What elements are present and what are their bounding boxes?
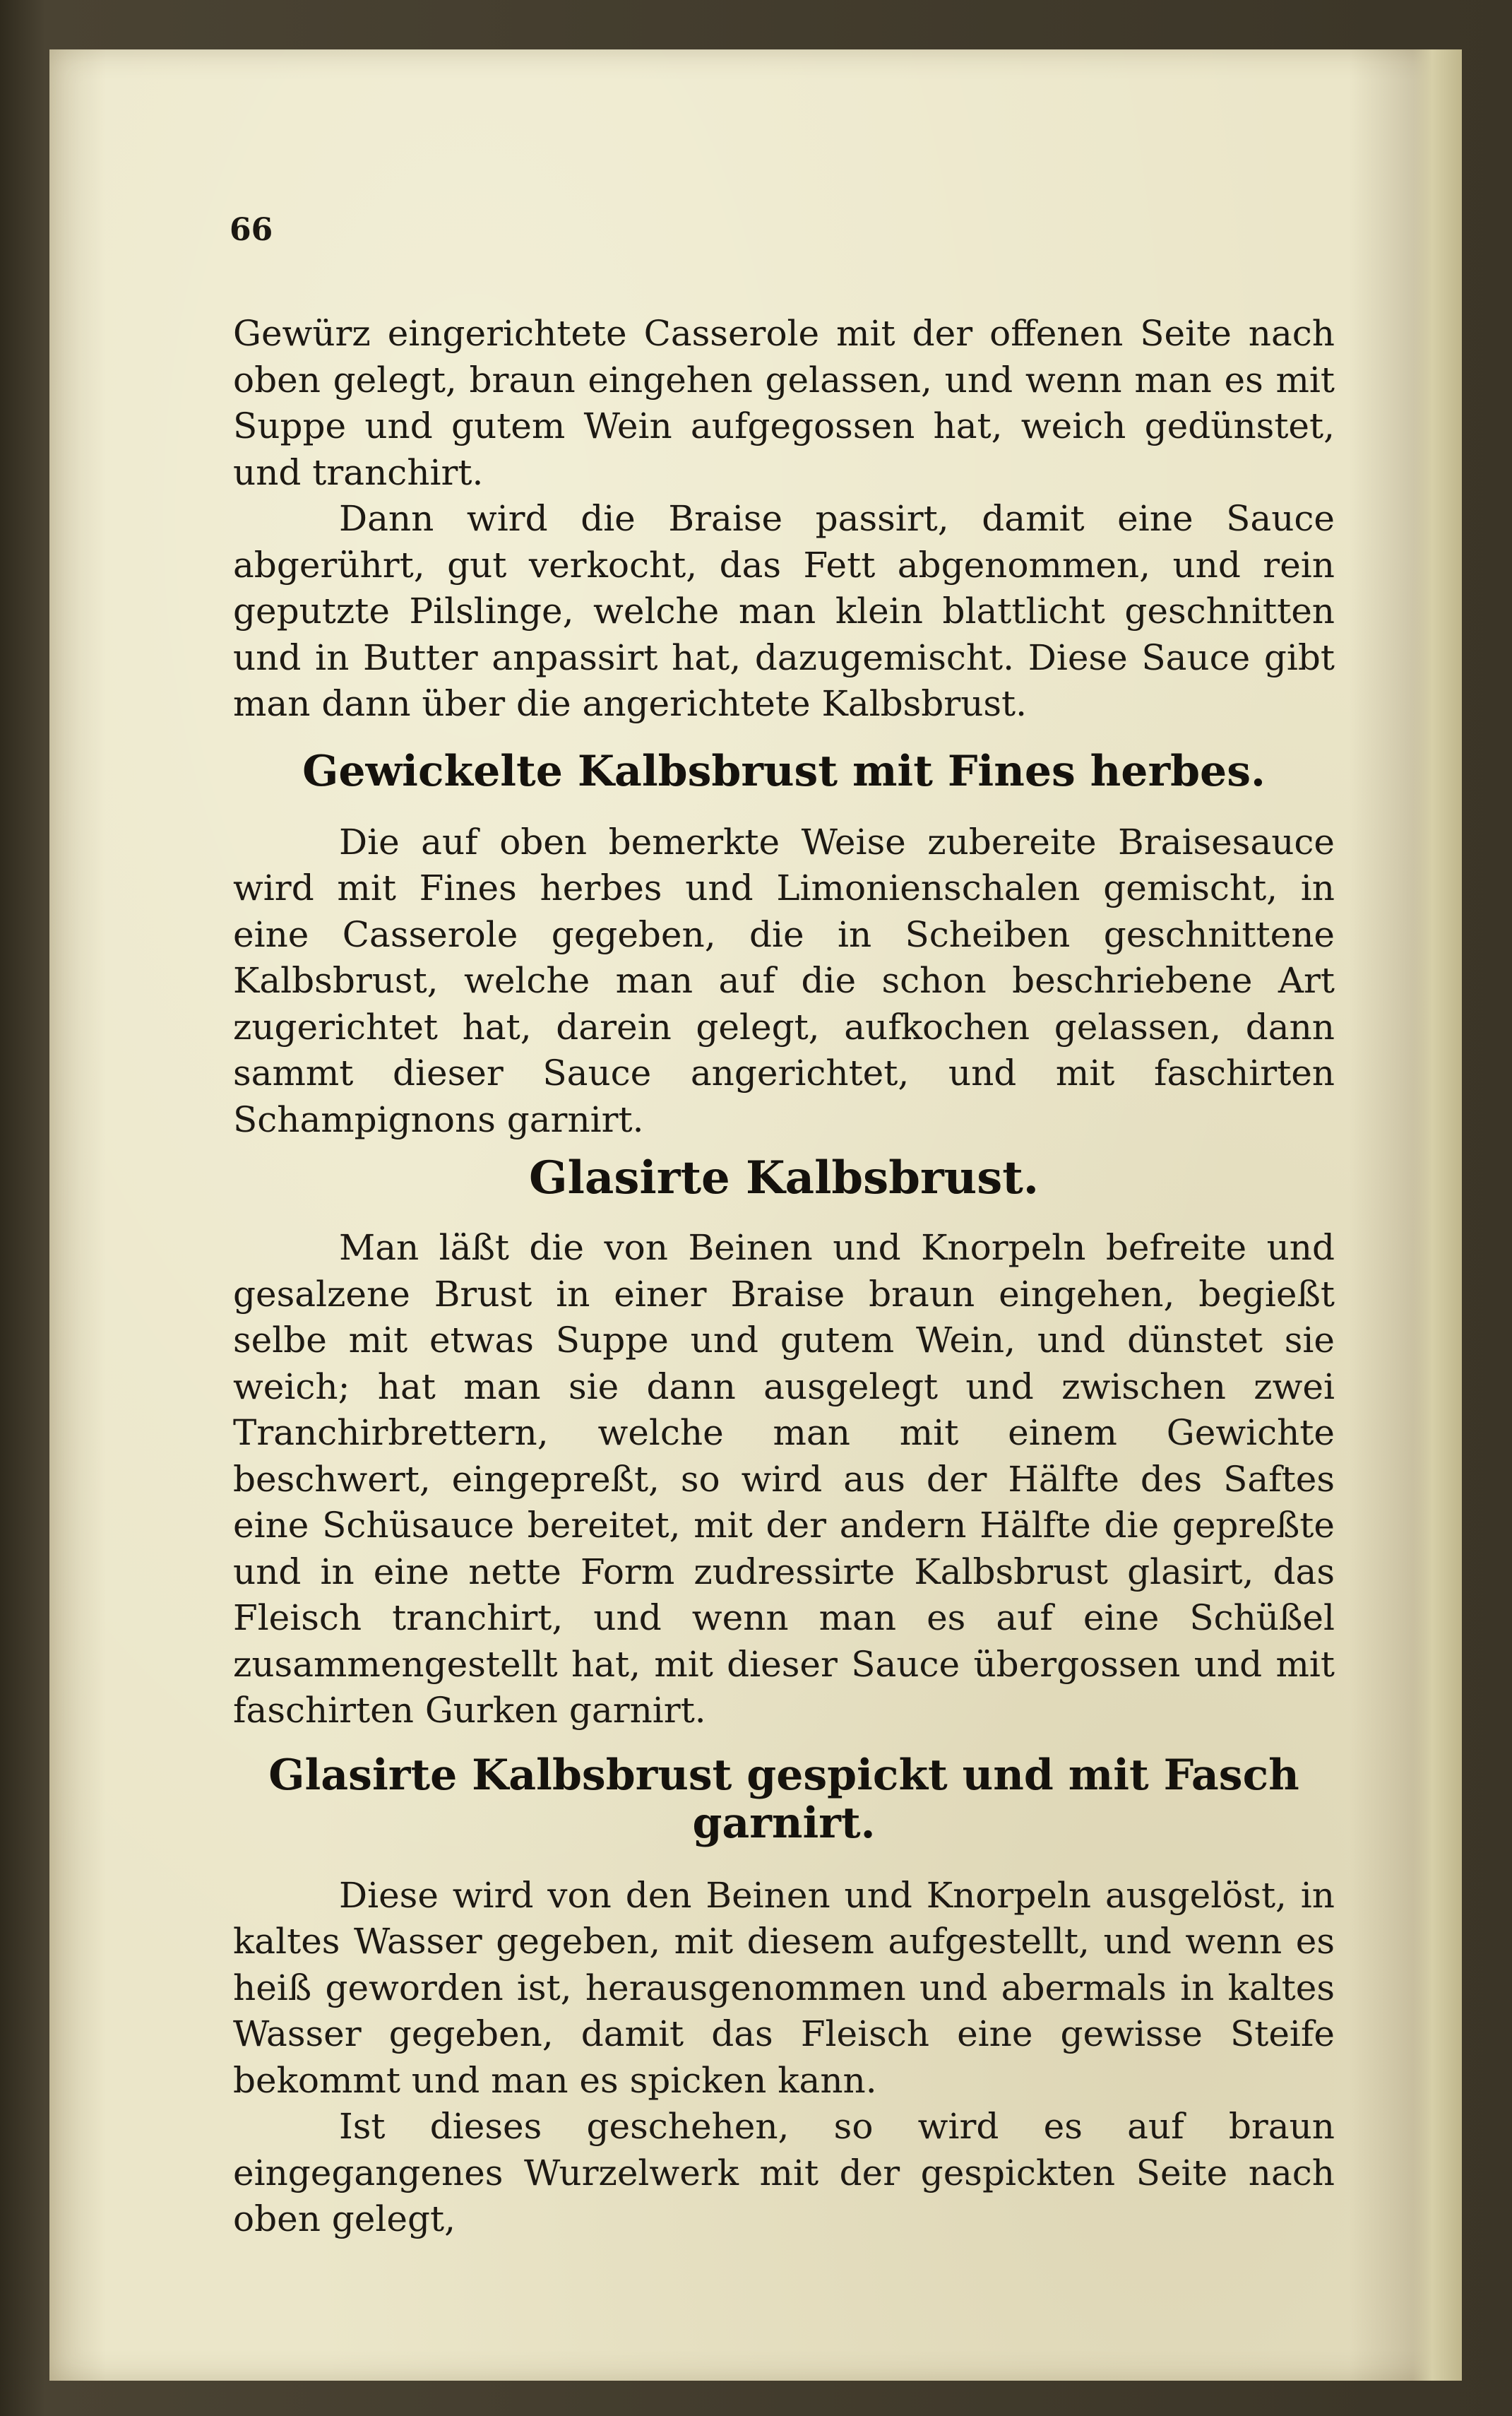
recipe-heading-gewickelte-kalbsbrust: Gewickelte Kalbsbrust mit Fines herbes. bbox=[302, 746, 1266, 796]
paragraph-gespickt-preparation: Diese wird von den Beinen und Knorpeln ausgelöst, in kaltes Wasser gegeben, mit diesem aufgestellt, und wenn es heiß geworden ist, herausgenommen und abermals in kaltes Wasser gegeben, damit das Fleisch eine gewisse Steife bekommt und man es spicken kann. bbox=[233, 1874, 1335, 2101]
page-edge bbox=[1412, 49, 1462, 2381]
paragraph-braise-sauce: Dann wird die Braise passirt, damit eine Sauce abgerührt, gut verkocht, das Fett abgenommen, und rein geputzte Pilslinge, welche man klein blattlicht geschnitten und in Butter anpassirt hat, dazugemischt. Diese Sauce gibt man dann über die angerichtete Kalbsbrust. bbox=[233, 498, 1335, 724]
recipe-heading-glasirte-kalbsbrust-gespickt: Glasirte Kalbsbrust gespickt und mit Fasch garnirt. bbox=[268, 1750, 1299, 1848]
paragraph-intro-continuation: Gewürz eingerichtete Casserole mit der offenen Seite nach oben gelegt, braun eingehen gelassen, und wenn man es mit Suppe und gutem Wein aufgegossen hat, weich gedünstet, und tranchirt. bbox=[233, 313, 1335, 493]
recipe-heading-glasirte-kalbsbrust: Glasirte Kalbsbrust. bbox=[528, 1151, 1040, 1204]
paragraph-gespickt-continuation: Ist dieses geschehen, so wird es auf braun eingegangenes Wurzelwerk mit der gespickten Seite nach oben gelegt, bbox=[233, 2106, 1335, 2239]
page-content bbox=[233, 311, 1335, 2243]
paragraph-glasirte-kalbsbrust: Man läßt die von Beinen und Knorpeln befreite und gesalzene Brust in einer Braise braun eingehen, begießt selbe mit etwas Suppe und gutem Wein, und dünstet sie weich; hat man sie dann ausgelegt und zwischen zwei Tranchirbrettern, welche man mit einem Gewichte beschwert, eingepreßt, so wird aus der Hälfte des Saftes eine Schüsauce bereitet, mit der andern Hälfte die gepreßte und in eine nette Form zudressirte Kalbsbrust glasirt, das Fleisch tranchirt, und wenn man es auf eine Schüßel zusammengestellt hat, mit dieser Sauce übergossen und mit faschirten Gurken garnirt. bbox=[233, 1227, 1335, 1731]
paragraph-gewickelte-kalbsbrust: Die auf oben bemerkte Weise zubereite Braisesauce wird mit Fines herbes und Limonienschalen gemischt, in eine Casserole gegeben, die in Scheiben geschnittene Kalbsbrust, welche man auf die schon beschriebene Art zugerichtet hat, darein gelegt, aufkochen gelassen, dann sammt dieser Sauce angerichtet, und mit faschirten Schampignons garnirt. bbox=[233, 821, 1335, 1140]
page-number: 66 bbox=[230, 212, 273, 248]
